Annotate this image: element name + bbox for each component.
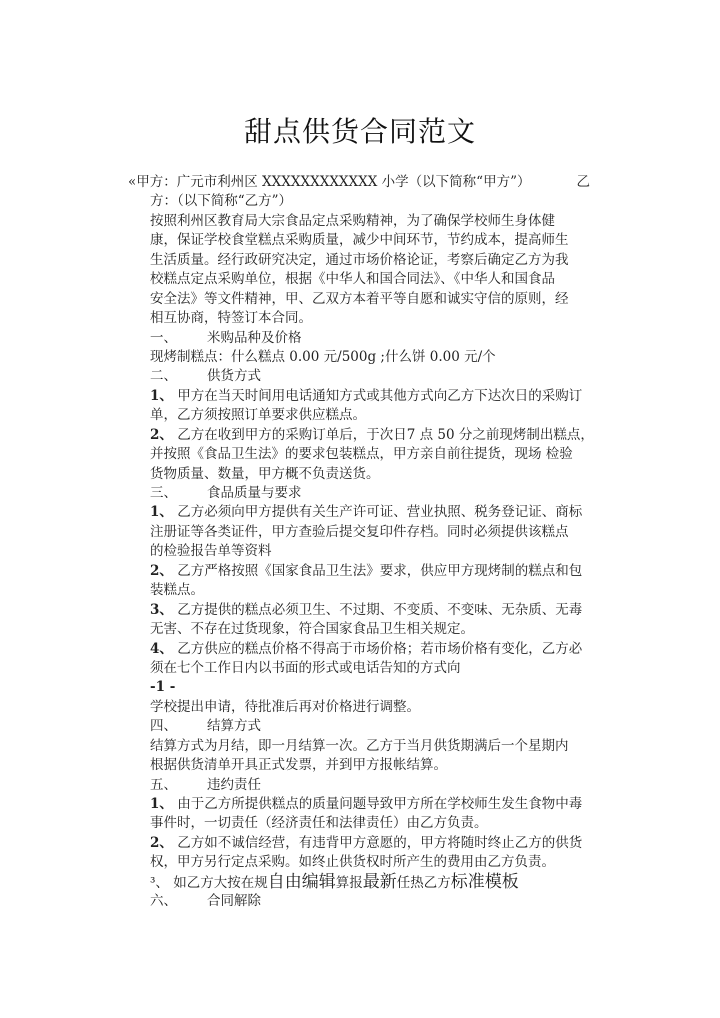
line-text: 任热乙方 — [396, 874, 451, 891]
section-title: 供货方式 — [207, 368, 261, 385]
section-heading-4 — [150, 717, 590, 736]
section-heading-2 — [150, 367, 590, 386]
paragraph-line: 并按照《食品卫生法》的要求包装糕点，甲方亲自前往提货，现场 检验 — [150, 446, 573, 463]
paragraph-line: 相互协商，特签订本合同。 — [150, 310, 312, 327]
watermark-mixed-line — [150, 873, 590, 892]
paragraph-line: 注册证等各类证件，甲方查验后提交复印件存档。同时必须提供该糕点 — [150, 523, 569, 540]
party-a-text: «甲方：广元市利州区 XXXXXXXXXXXX 小学（以下简称“甲方”） — [128, 174, 531, 190]
paragraph-line: 1、 甲方在当天时间用电话通知方式或其他方式向乙方下达次日的采购订 — [150, 387, 583, 404]
party-b-line: 方：（以下简称“乙方”） — [150, 193, 293, 210]
section-number: 一、 — [150, 329, 177, 346]
paragraph-line: 2、 乙方如不诚信经营，有违背甲方意愿的，甲方将随时终止乙方的供货 — [150, 834, 583, 851]
paragraph-line: 单，乙方须按照订单要求供应糕点。 — [150, 407, 366, 424]
paragraph-line: 须在七个工作日内以书面的形式或电话告知的方式向 — [150, 659, 461, 676]
section-number: 三、 — [150, 485, 177, 501]
paragraph-line: 现烤制糕点：什么糕点 0.00 元/500g ;什么饼 0.00 元/个 — [150, 348, 496, 365]
paragraph-line: 货物质量、数量，甲方概不负责送货。 — [150, 465, 380, 482]
paragraph-line: 1、 乙方必须向甲方提供有关生产许可证、营业执照、税务登记证、商标 — [150, 504, 583, 521]
paragraph-line: 装糕点。 — [150, 582, 204, 599]
section-heading-6 — [150, 892, 590, 911]
paragraph-line: 的检验报告单等资料 — [150, 543, 272, 560]
watermark-text: 最新 — [362, 871, 397, 892]
section-number: 四、 — [150, 718, 177, 735]
document-body — [128, 173, 594, 912]
paragraph-line: 按照利州区教育局大宗食品定点采购精神，为了确保学校师生身体健 — [150, 212, 555, 229]
watermark-text: 标准模板 — [450, 871, 519, 892]
section-title: 结算方式 — [207, 718, 261, 735]
party-a-line — [128, 173, 590, 192]
paragraph-line: 学校提出申请，待批准后再对价格进行调整。 — [150, 698, 420, 715]
paragraph-line: 1、 由于乙方所提供糕点的质量问题导致甲方所在学校师生发生食物中毒 — [150, 796, 583, 812]
paragraph-line: 事件时，一切责任（经济责任和法律责任）由乙方负责。 — [150, 815, 488, 832]
section-number: 二、 — [150, 368, 177, 385]
section-title: 食品质量与要求 — [207, 485, 302, 501]
section-title: 米购品种及价格 — [207, 329, 302, 346]
paragraph-line: 3、 乙方提供的糕点必须卫生、不过期、不变质、不变味、无杂质、无毒 — [150, 601, 583, 618]
paragraph-line: 校糕点定点采购单位，根据《中华人和国合同法》、《中华人和国食品 — [150, 271, 555, 288]
paragraph-line: 结算方式为月结，即一月结算一次。乙方于当月供货期满后一个星期内 — [150, 737, 569, 754]
paragraph-line: 2、 乙方在收到甲方的采购订单后，于次日7 点 50 分之前现烤制出糕点， — [150, 426, 594, 443]
paragraph-line: 康，保证学校食堂糕点采购质量，减少中间环节，节约成本，提高师生 — [150, 232, 569, 249]
paragraph-line: 无害、不存在过货现象，符合国家食品卫生相关规定。 — [150, 621, 474, 638]
paragraph-line: 安全法》等文件精神，甲、乙双方本着平等自愿和诚实守信的原则，经 — [150, 290, 569, 307]
paragraph-line: 4、 乙方供应的糕点价格不得高于市场价格；若市场价格有变化，乙方必 — [150, 640, 583, 657]
document-title: 甜点供货合同范文 — [243, 115, 476, 148]
page-number: -1 - — [150, 679, 176, 696]
paragraph-line: 2、 乙方严格按照《国家食品卫生法》要求，供应甲方现烤制的糕点和包 — [150, 562, 583, 579]
section-heading-1 — [150, 329, 590, 348]
paragraph-line: 权，甲方另行定点采购。如终止供货权时所产生的费用由乙方负责。 — [150, 854, 555, 871]
section-title: 违约责任 — [207, 776, 261, 793]
section-title: 合同解除 — [207, 893, 261, 910]
section-number: 五、 — [150, 776, 177, 793]
paragraph-line: 根据供货清单开具正式发票，并到甲方报帐结算。 — [150, 757, 447, 774]
line-text: 算报 — [335, 874, 363, 891]
paragraph-line: 生活质量。经行政研究决定，通过市场价格论证，考察后确定乙方为我 — [150, 251, 569, 268]
section-heading-3 — [150, 484, 590, 503]
party-b-start: 乙 — [576, 174, 590, 190]
watermark-text: 自由编辑 — [267, 871, 336, 892]
line-text: ³、 如乙方大按在规 — [150, 874, 268, 891]
section-heading-5 — [150, 776, 590, 795]
section-number: 六、 — [150, 893, 177, 910]
